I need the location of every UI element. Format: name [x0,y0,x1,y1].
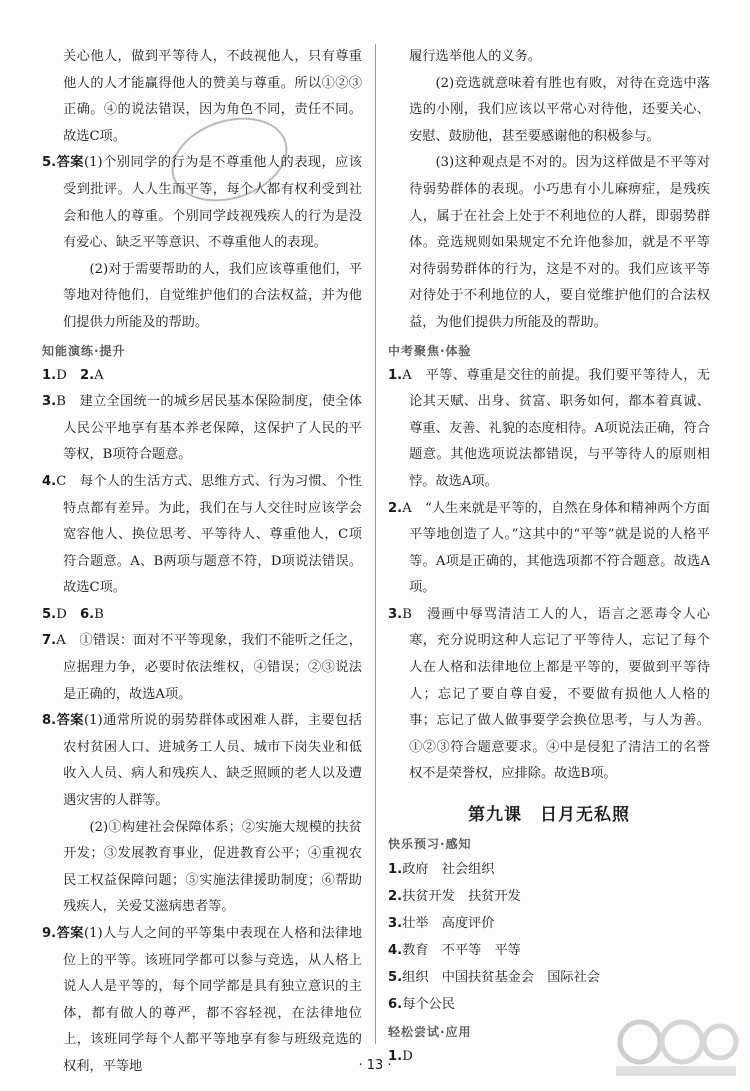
answer-tag: 答案 [56,713,84,729]
answer-9-part-1 [42,921,362,1081]
section-heading: 知能演练·提升 [42,343,126,358]
question-5-answer-2: (2)对于需要帮助的人，我们应该尊重他们，平等地对待他们，自觉维护他们的合法权益，并为他们提供力所能及的帮助。 [63,261,362,330]
question-number: 9. [42,926,57,941]
section-heading: 中考聚焦·体验 [388,343,472,358]
list-item [388,937,710,964]
question-number: 3. [388,916,403,932]
answer-text: A “人生来就是平等的，自然在身体和精神两个方面平等地创造了人。”这其中的“平等”就是说的人格平等。A项是正确的，其他选项都不符合题意。故选A项。 [402,500,710,596]
answer-9-part-2: (2)竞选就意味着有胜也有败，对待在竞选中落选的小刚，我们应该以平常心对待他，还要关心、安慰、鼓励他，甚至要感谢他的积极参与。 [409,75,710,144]
question-number: 3. [388,606,403,622]
question-number: 8. [42,713,57,729]
question-number: 4. [388,943,403,959]
list-item [388,883,710,910]
answer-text: B 漫画中辱骂清洁工人的人，语言之恶毒令人心寒，充分说明这种人忘记了平等待人，忘记了每个人在人格和法律地位上都是平等的，要做到平等待人；忘记了要自尊自爱，不要做有损他人人格的事；忘记了做人做事要学会换位思考，与人为善。①②③符合题意要求。④中是侵犯了清洁工的名誉权不是荣誉权，应排除。故选B项。 [402,606,710,782]
question-number: 1. [388,1049,403,1065]
column-divider [375,44,376,1044]
question-number: 5. [42,606,57,622]
section-heading: 快乐预习·感知 [388,837,472,852]
answer-5-6 [42,602,362,629]
answer-text: 壮举 高度评价 [402,916,495,932]
answer-text: 政府 社会组织 [402,862,495,878]
answer-text: (1)通常所说的弱势群体或困难人群，主要包括农村贫困人口、进城务工人员、城市下岗失业和低收入人员、病人和残疾人、缺乏照顾的老人以及遭遇灾害的人群等。 [63,713,362,809]
right-column [388,44,710,1071]
question-number: 1. [388,862,403,878]
answer-7 [42,628,362,708]
question-number: 7. [42,633,57,649]
lesson-title: 第九课 日月无私照 [468,805,630,826]
question-number: 3. [42,394,57,410]
list-item [388,910,710,937]
answer-text: 扶贫开发 扶贫开发 [402,889,521,905]
question-number: 2. [388,889,403,905]
answer-text: 组织 中国扶贫基金会 国际社会 [402,970,600,986]
answer-text: 每个公民 [402,997,455,1013]
answer-1-2 [42,363,362,390]
answer-text: (1)个别同学的行为是不尊重他人的表现，应该受到批评。人人生而平等，每个人都有权利受到社会和他人的尊重。个别同学歧视残疾人的行为是没有爱心、缺乏平等意识、不尊重他人的表现。 [63,155,362,251]
question-number: 6. [79,606,95,622]
list-item [388,991,710,1018]
answer-text: B 建立全国统一的城乡居民基本保险制度，使全体人民公平地享有基本养老保障，这保护了人民的平等权，B项符合题意。 [56,394,362,463]
answer-tag: 答案 [56,155,84,171]
list-item [388,964,710,991]
answer-text: B [94,606,104,622]
answer-text: D [56,606,67,622]
section-heading: 轻松尝试·应用 [388,1025,472,1040]
exam-answer-2 [388,496,710,602]
answer-text: C 每个人的生活方式、思维方式、行为习惯、个性特点都有差异。为此，我们在与人交往时应该学会宽容他人、换位思考、平等待人、尊重他人，C项符合题意。A、B两项与题意不符，D项说法错误。故选C项。 [56,473,362,596]
answer-text: A 平等、尊重是交往的前提。我们要平等待人，无论其天赋、出身、贫富、职务如何，都本着真诚、尊重、友善、礼貌的态度相待。A项说法正确，符合题意。其他选项说法都错误，与平等待人的原则相悖。故选A项。 [402,367,710,489]
answer-text: 教育 不平等 平等 [402,943,521,959]
answer-3 [42,389,362,469]
question-number: 2. [79,367,95,383]
answer-text: A [94,367,104,383]
answer-text: (1)人与人之间的平等集中表现在人格和法律地位上的平等。该班同学都可以参与竞选，从人格上说人人是平等的，每个同学都是具有独立意识的主体，都有做人的尊严，都不容轻视，在法律地位上，该班同学每个人都平等地享有参与班级竞选的权利，平等地 [63,926,362,1074]
answer-8-part-2: (2)①构建社会保障体系；②实施大规模的扶贫开发；③发展教育事业，促进教育公平；④重视农民工权益保障问题；⑤实施法律援助制度；⑥帮助残疾人，关爱艾滋病患者等。 [63,819,362,915]
list-item [388,856,710,883]
exam-answer-3 [388,602,710,788]
question-number: 1. [42,367,57,383]
answer-text: A ①错误：面对不平等现象，我们不能听之任之，应据理力争，必要时依法维权，④错误；②③说法是正确的，故选A项。 [56,633,362,702]
answer-4 [42,469,362,602]
exam-answer-1 [388,363,710,496]
answer-text: D [402,1049,413,1065]
question-number: 6. [388,997,403,1013]
answer-8-part-1 [42,708,362,814]
answer-9-continued: 履行选举他人的义务。 [409,49,541,64]
page-number: · 13 · [358,1058,392,1073]
question-number: 2. [388,500,403,516]
question-number: 4. [42,473,57,489]
answer-9-part-3: (3)这种观点是不对的。因为这样做是不平等对待弱势群体的表现。小巧患有小儿麻痹症，是残疾人，属于在社会上处于不利地位的人群，即弱势群体。竞选规则如果规定不允许他参加，就是不平等对待弱势群体的行为，这是不对的。我们应该平等对待处于不利地位的人，要自觉维护他们的合法权益，为他们提供力所能及的帮助。 [409,155,710,330]
answer-text: D [56,367,67,383]
question-number: 1. [388,367,403,383]
question-number: 5. [42,155,57,171]
question-number: 5. [388,970,403,986]
continued-answer: 关心他人，做到平等待人，不歧视他人，只有尊重他人的人才能赢得他人的赞美与尊重。所以①②③正确。④的说法错误，因为角色不同，责任不同。故选C项。 [63,49,362,144]
preview-answer-list [388,856,710,1018]
answer-tag: 答案 [56,926,84,941]
